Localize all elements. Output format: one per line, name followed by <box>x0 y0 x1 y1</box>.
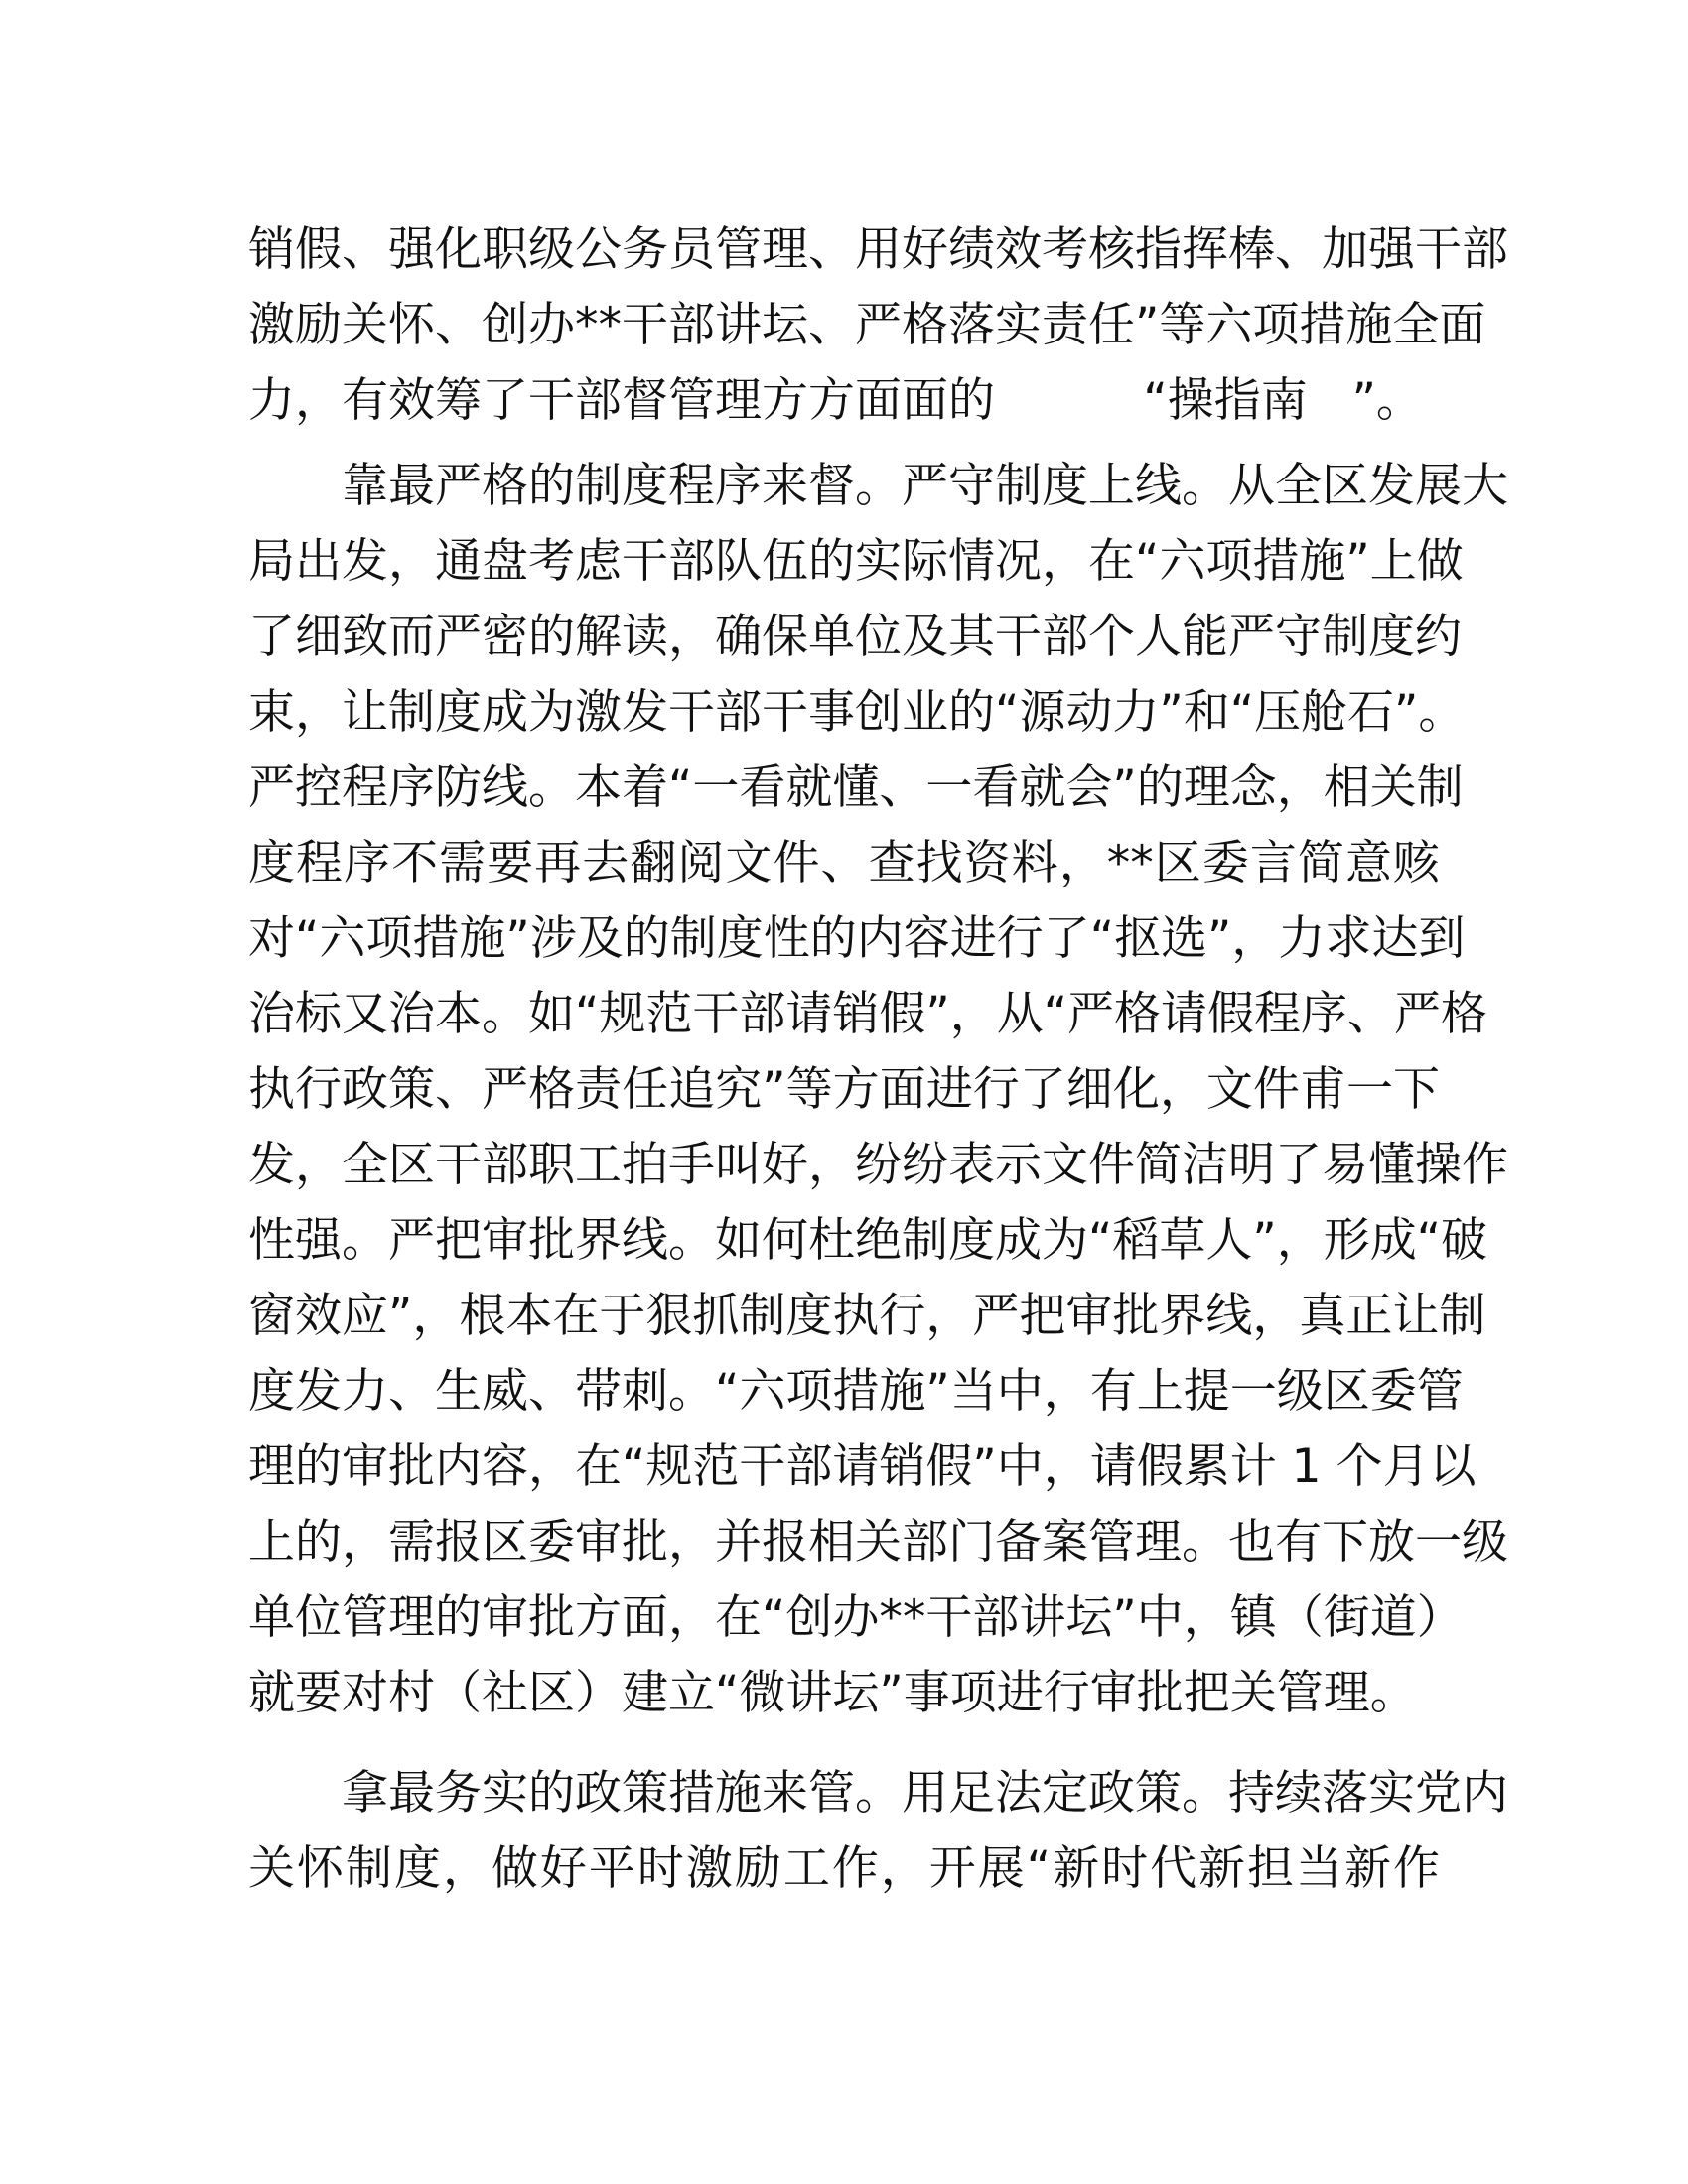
text-line: 拿最务实的政策措施来管。用足法定政策。持续落实党内 <box>342 1766 1508 1821</box>
text-line: 局出发，通盘考虑干部队伍的实际情况，在“六项措施”上做 <box>248 534 1464 589</box>
text-line: 单位管理的审批方面，在“创办**干部讲坛”中，镇（街道） <box>248 1590 1464 1645</box>
text-line: 激励关怀、创办**干部讲坛、严格落实责任”等六项措施全面 <box>248 298 1486 352</box>
text-line: 就要对村（社区）建立“微讲坛”事项进行审批把关管理。 <box>248 1666 1417 1720</box>
text-line: 发，全区干部职工拍手叫好，纷纷表示文件简洁明了易懂操作 <box>248 1138 1508 1192</box>
text-line: 性强。严把审批界线。如何杜绝制度成为“稻草人”，形成“破 <box>248 1213 1488 1268</box>
text-line: 度程序不需要再去翻阅文件、查找资料，**区委言简意赅 <box>248 836 1440 890</box>
text-line: 理的审批内容，在“规范干部请销假”中，请假累计 1 个月以 <box>248 1439 1477 1494</box>
text-line: 关怀制度，做好平时激励工作，开展“新时代新担当新作 <box>248 1842 1440 1896</box>
text-line: 束，让制度成为激发干部干事创业的“源动力”和“压舱石”。 <box>248 685 1466 740</box>
text-line: 严控程序防线。本着“一看就懂、一看就会”的理念，相关制 <box>248 760 1464 815</box>
paragraph-1 <box>248 212 1508 439</box>
text-line: 执行政策、严格责任追究”等方面进行了细化，文件甫一下 <box>248 1062 1440 1117</box>
text-line: 窗效应”，根本在于狠抓制度执行，严把审批界线，真正让制 <box>248 1289 1486 1343</box>
text-line: 度发力、生威、带刺。“六项措施”当中，有上提一级区委管 <box>248 1364 1464 1419</box>
text-line: 力，有效筹了干部督管理方方面面的 “操指南 ”。 <box>248 373 1423 428</box>
text-line: 销假、强化职级公务员管理、用好绩效考核指挥棒、加强干部 <box>248 222 1508 277</box>
text-line: 对“六项措施”涉及的制度性的内容进行了“抠选”，力求达到 <box>248 911 1466 966</box>
text-line: 了细致而严密的解读，确保单位及其干部个人能严守制度约 <box>248 610 1462 664</box>
text-line: 治标又治本。如“规范干部请销假”，从“严格请假程序、严格 <box>248 987 1488 1041</box>
text-line: 靠最严格的制度程序来督。严守制度上线。从全区发展大 <box>342 459 1508 513</box>
text-line: 上的，需报区委审批，并报相关部门备案管理。也有下放一级 <box>248 1515 1508 1570</box>
paragraph-2 <box>248 449 1508 1731</box>
paragraph-3 <box>248 1756 1508 1907</box>
